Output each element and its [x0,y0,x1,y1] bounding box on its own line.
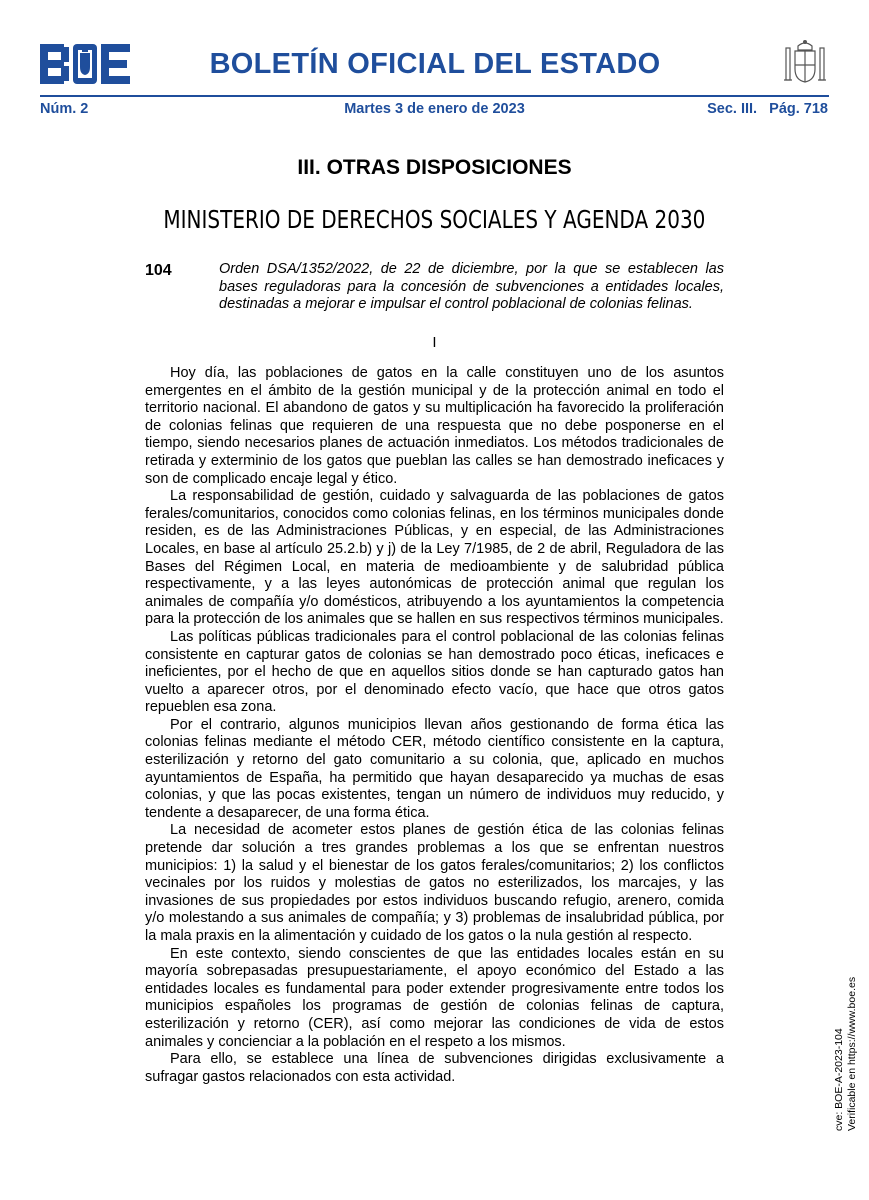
section-page: Sec. III. Pág. 718 [707,101,828,117]
paragraph: La necesidad de acometer estos planes de gestión ética de las colonias felinas pretende dar solución a tres grandes problemas a los que se enfrentan nuestros municipios: 1) la salud y el bienestar de los gatos ferales/comunitarios; 2) los conflictos vecinales por los ruidos y molestias de gatos no esterilizados, los marcajes, y las invasiones de sus propiedades por estos individuos buscando refugio, arenero, comida y/o molestando a sus animales de compañía; y 3) problemas de insalubridad pública, por la mala praxis en la alimentación y cuidado de los gatos o la nula gestión al respecto. [145,822,724,944]
announcement-number: 104 [145,262,172,279]
paragraph: Hoy día, las poblaciones de gatos en la calle constituyen uno de los asuntos emergentes en el ámbito de la gestión municipal y de la protección animal en todo el territorio nacional. El abandono de gatos y su multiplicación ha favorecido la proliferación de colonias felinas que requieren de una respuesta que no debe posponerse en el tiempo, siendo necesarios planes de actuación inmediatos. Los métodos tradicionales de retirada y exterminio de los gatos que pueblan las calles se han demostrado ineficaces y son de complicado encaje legal y ético. [145,365,724,487]
paragraph: Para ello, se establece una línea de subvenciones dirigidas exclusivamente a sufragar gastos relacionados con esta actividad. [145,1051,724,1085]
verification-note [833,977,859,1131]
verification-url: Verificable en https://www.boe.es [846,976,858,1131]
section-title: III. OTRAS DISPOSICIONES [297,156,572,179]
header-rule [40,95,829,97]
issue-number: Núm. 2 [40,101,89,117]
issue-date: Martes 3 de enero de 2023 [344,101,525,117]
gazette-title: BOLETÍN OFICIAL DEL ESTADO [209,48,661,80]
ministry-title: MINISTERIO DE DERECHOS SOCIALES Y AGENDA 2030 [163,205,706,234]
paragraph: En este contexto, siendo conscientes de que las entidades locales están en su mayoría sobrepasadas presupuestariamente, el apoyo económico del Estado a las entidades locales es fundamental para poder extender progresivamente entre todos los municipios españoles los programas de gestión de colonias felinas de captura, esterilización y retorno (CER), así como mejorar las condiciones de vida de estos animales y concienciar a la población en el respeto a los mismos. [145,945,724,1050]
chapter-heading: I [432,334,437,351]
paragraph: La responsabilidad de gestión, cuidado y salvaguarda de las poblaciones de gatos ferales/comunitarios, conocidos como colonias felinas, en los términos municipales donde residen, es de las Administraciones Públicas, y en especial, de las Administraciones Locales, en base al artículo 25.2.b) y j) de la Ley 7/1985, de 2 de abril, Reguladora de las Bases del Régimen Local, en materia de medioambiente y de salubridad pública respectivamente, y a las leyes autonómicas de protección animal que regulan los animales de compañía y/o domésticos, atribuyendo a los ayuntamientos la competencia para la protección de los animales que se hallen en sus respectivos términos municipales. [145,488,724,628]
cve-code: cve: BOE-A-2023-104 [833,1028,845,1131]
boe-logo-icon [40,44,130,84]
paragraph: Las políticas públicas tradicionales para el control poblacional de las colonias felinas consistente en capturar gatos de colonias se han demostrado poco éticas, ineficaces e ineficientes, por el hecho de que en aquellos sitios donde se han capturado gatos han vuelto a aparecer otros, por el denominado efecto vacío, que hace que otros gatos repueblen esa zona. [145,628,724,716]
paragraph: Por el contrario, algunos municipios llevan años gestionando de forma ética las colonias felinas mediante el método CER, método científico consistente en la captura, esterilización y retorno del gato comunitario a su colonia, que, aplicado en muchos ayuntamientos de España, ha permitido que hayan desaparecido ya muchas de esas colonias, y que las pocas existentes, tengan un número de individuos muy reducido, y tendente a desaparecer, de una forma ética. [145,716,724,821]
announcement-summary: Orden DSA/1352/2022, de 22 de diciembre, por la que se establecen las bases reguladoras para la concesión de subvenciones a entidades locales, destinadas a mejorar e impulsar el control poblacional de colonias felinas. [219,261,724,312]
coat-of-arms-icon [780,38,830,88]
body-text [145,365,724,1086]
